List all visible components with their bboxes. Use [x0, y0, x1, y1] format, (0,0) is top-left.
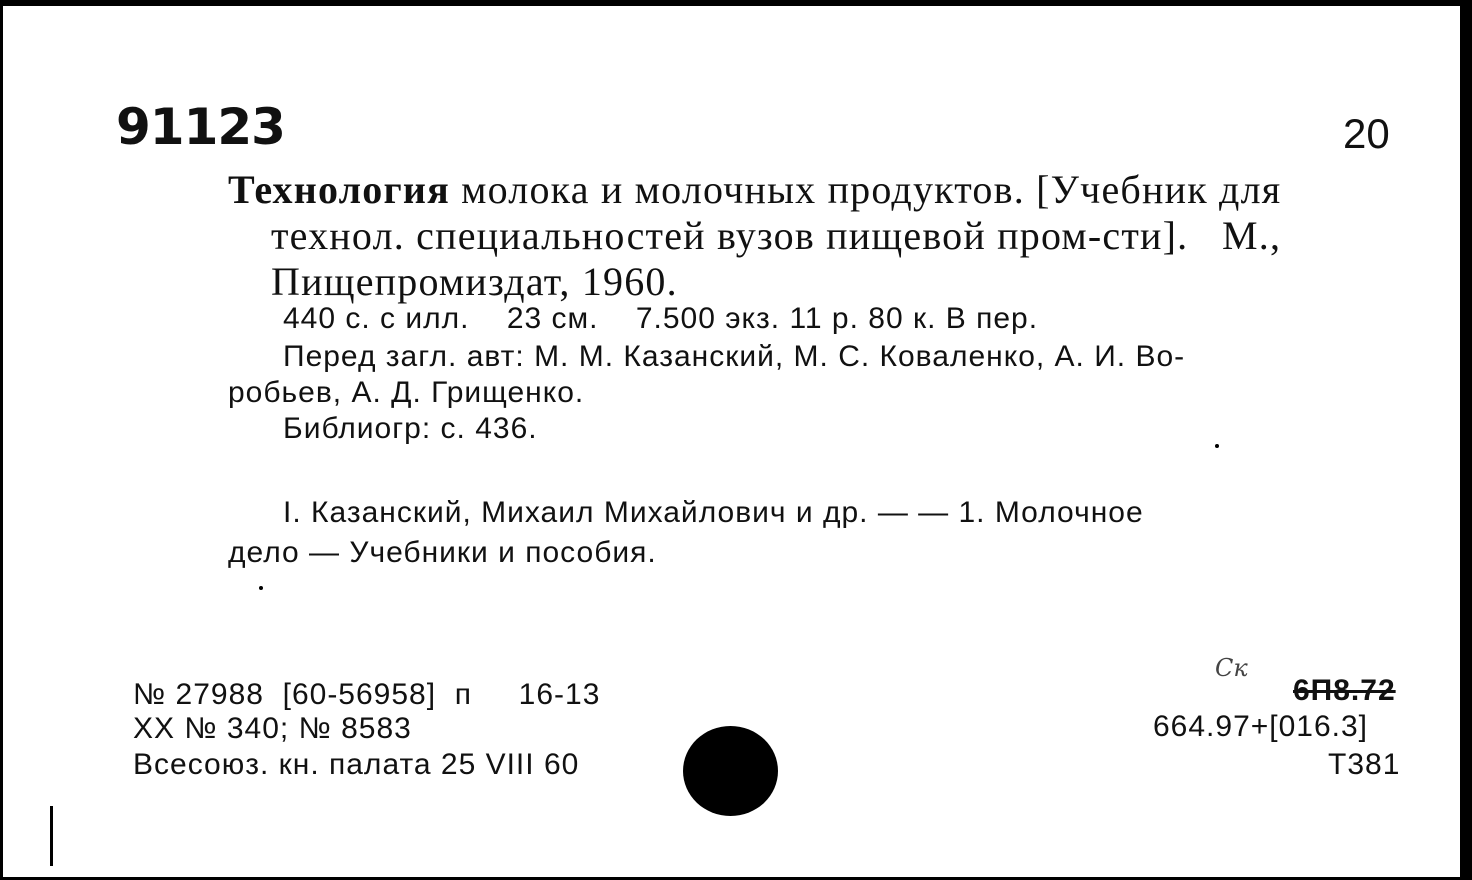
classification-struck: 6П8.72: [1293, 674, 1396, 707]
author-mark: Т381: [1328, 748, 1401, 781]
bibliography-note: Библиогр: с. 436.: [283, 412, 538, 445]
footer-left-line-2: XX № 340; № 8583: [133, 712, 412, 745]
page-number: 20: [1343, 110, 1390, 157]
punch-hole: [683, 726, 778, 816]
subjects-line-1: I. Казанский, Михаил Михайлович и др. — — 1. Молочное: [283, 496, 1144, 529]
title-line-2: технол. специальностей вузов пищевой пром-сти]. М.,: [271, 213, 1282, 258]
physical-description: 440 с. с илл. 23 см. 7.500 экз. 11 р. 80 к. В пер.: [283, 302, 1039, 335]
edge-mark: [50, 806, 53, 866]
udc-code: 664.97+[016.3]: [1153, 710, 1369, 743]
authors-line-2: робьев, А. Д. Грищенко.: [228, 376, 585, 409]
handwritten-stamp: Ск: [1215, 654, 1248, 682]
footer-left-line-1: № 27988 [60-56958] п 16-13: [133, 678, 601, 711]
footer-left-line-3: Всесоюз. кн. палата 25 VIII 60: [133, 748, 580, 781]
speck: [1215, 444, 1219, 448]
subjects-line-2: дело — Учебники и пособия.: [228, 536, 657, 569]
title-line-3: Пищепромиздат, 1960.: [271, 259, 678, 304]
title-bold-word: Технология: [228, 167, 450, 212]
authors-line-1: Перед загл. авт: М. М. Казанский, М. С. Коваленко, А. И. Во-: [283, 340, 1186, 373]
speck: [259, 586, 263, 590]
inventory-number: 91123: [116, 98, 285, 156]
title-rest: молока и молочных продуктов. [Учебник для: [449, 167, 1282, 212]
title-line-1: [228, 166, 1281, 213]
